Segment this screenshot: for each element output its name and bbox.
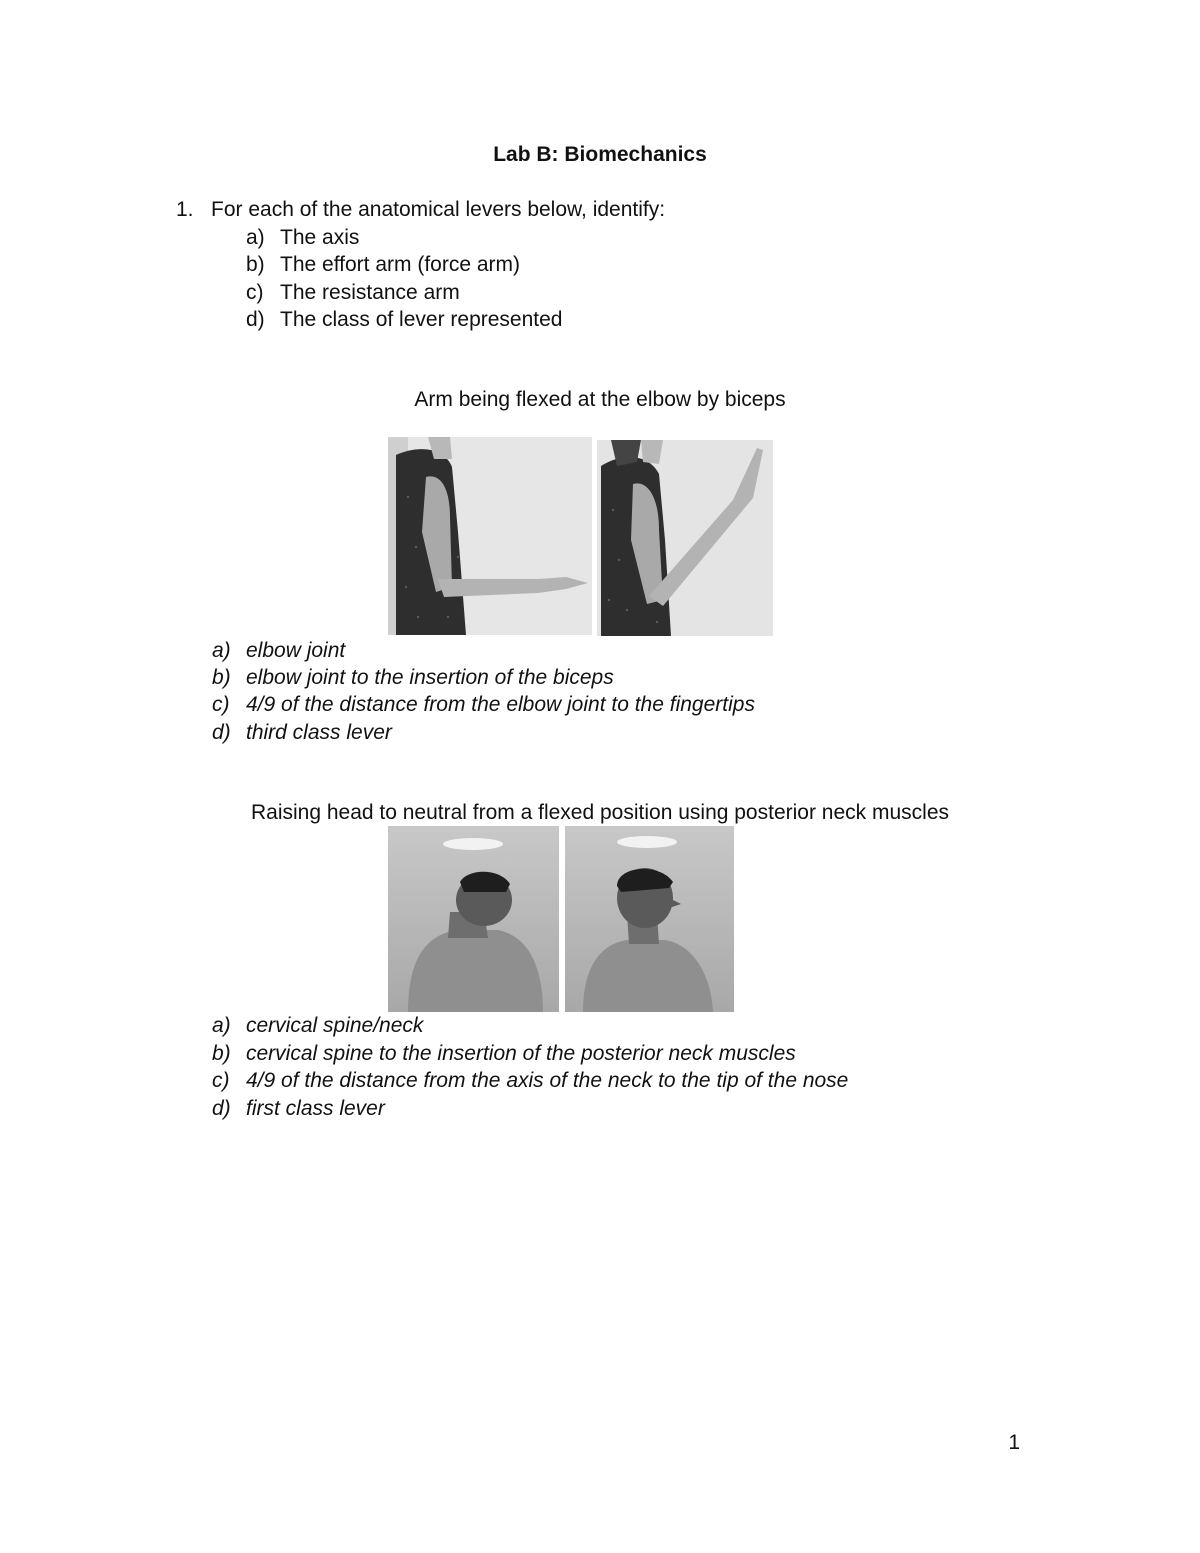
item-label: c) [246,281,264,304]
answer-label: a) [212,1014,231,1037]
item-text: The axis [280,226,360,249]
answer-text: 4/9 of the distance from the elbow joint to the fingertips [246,693,755,716]
item-label: d) [246,308,265,331]
answer-text: 4/9 of the distance from the axis of the neck to the tip of the nose [246,1069,849,1092]
arm-flexed-photo [597,440,773,636]
page-number: 1 [1008,1431,1020,1454]
answer-label: c) [212,693,230,716]
head-neutral-photo [565,826,734,1012]
head-flexed-photo [388,826,559,1012]
answer-label: b) [212,666,231,689]
page-title: Lab B: Biomechanics [493,143,707,166]
answer-text: first class lever [246,1097,385,1120]
answer-label: b) [212,1042,231,1065]
question-number: 1. [176,198,194,221]
answer-text: third class lever [246,721,392,744]
answer-text: cervical spine/neck [246,1014,424,1037]
question-prompt: For each of the anatomical levers below, identify: [211,198,666,221]
answer-text: elbow joint [246,639,346,662]
item-text: The effort arm (force arm) [280,253,521,276]
section-caption-elbow: Arm being flexed at the elbow by biceps [414,388,786,411]
item-text: The class of lever represented [280,308,563,331]
item-text: The resistance arm [280,281,460,304]
section-caption-neck: Raising head to neutral from a flexed position using posterior neck muscles [250,801,950,824]
arm-extended-photo [388,437,592,635]
answer-label: a) [212,639,231,662]
item-label: b) [246,253,265,276]
answer-label: d) [212,1097,231,1120]
answer-label: d) [212,721,231,744]
answer-text: elbow joint to the insertion of the biceps [246,666,614,689]
item-label: a) [246,226,265,249]
answer-text: cervical spine to the insertion of the posterior neck muscles [246,1042,796,1065]
answer-label: c) [212,1069,230,1092]
